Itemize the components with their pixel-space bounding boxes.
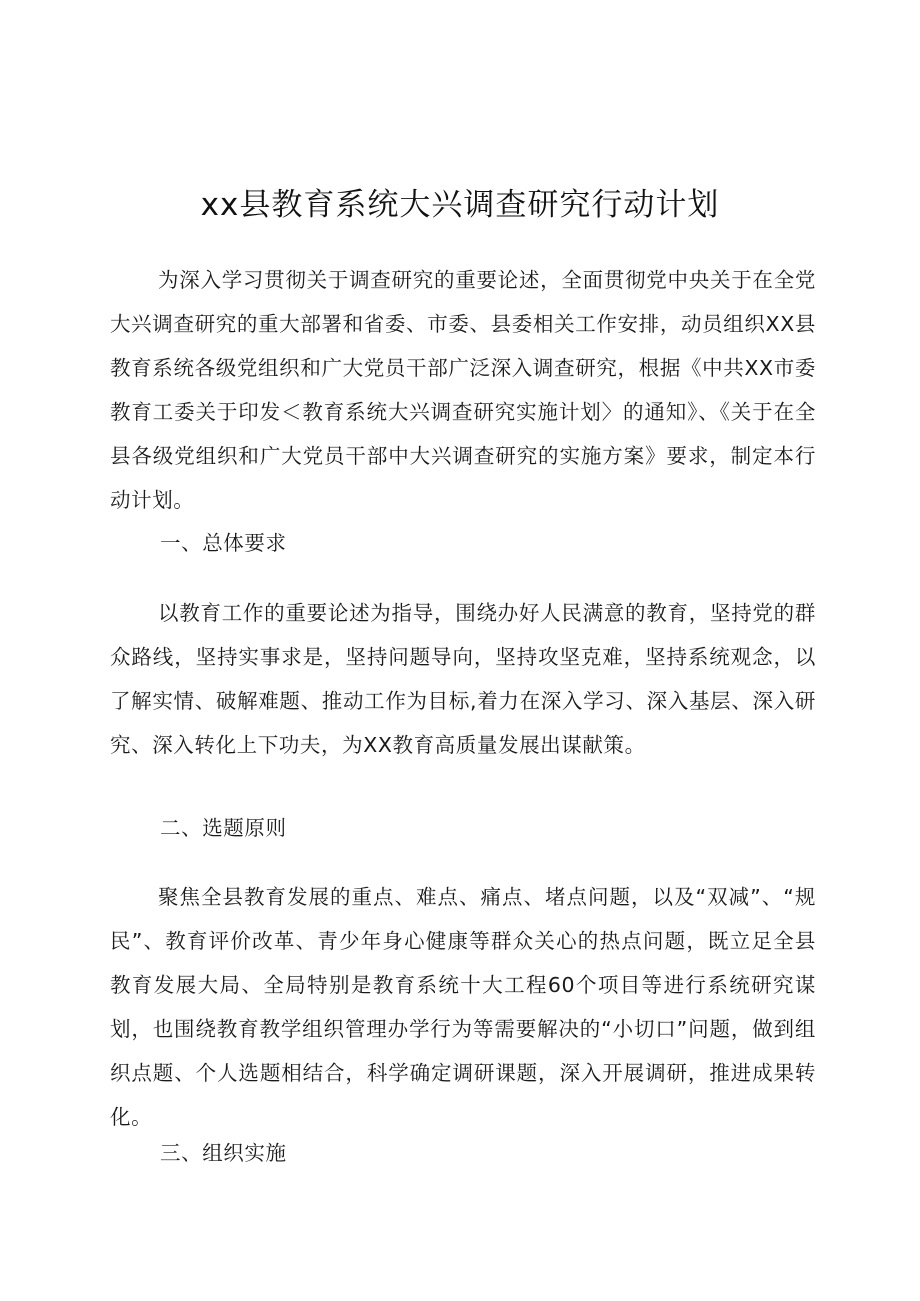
- section-body-topic-principles: 聚焦全县教育发展的重点、难点、痛点、堵点问题，以及“双减”、“规民”、教育评价改革、青少年身心健康等群众关心的热点问题，既立足全县教育发展大局、全局特别是教育系统十大工程60个项目等进行系统研究谋划，也围绕教育教学组织管理办学行为等需要解决的“小切口”问题，做到组织点题、个人选题相结合，科学确定调研课题，深入开展调研，推进成果转化。: [110, 885, 816, 1129]
- document-title: xx县教育系统大兴调查研究行动计划: [200, 187, 720, 223]
- section-heading-topic-principles: 二、选题原则: [160, 816, 287, 840]
- section-body-general-requirements: 以教育工作的重要论述为指导，围绕办好人民满意的教育，坚持党的群众路线，坚持实事求是，坚持问题导向，坚持攻坚克难，坚持系统观念，以了解实情、破解难题、推动工作为目标,着力在深入学习、深入基层、深入研究、深入转化上下功夫，为XX教育高质量发展出谋献策。: [110, 601, 816, 757]
- section-heading-organization: 三、组织实施: [160, 1141, 287, 1165]
- intro-paragraph: 为深入学习贯彻关于调查研究的重要论述，全面贯彻党中央关于在全党大兴调查研究的重大部署和省委、市委、县委相关工作安排，动员组织XX县教育系统各级党组织和广大党员干部广泛深入调查研究，根据《中共XX市委教育工委关于印发＜教育系统大兴调查研究实施计划〉的通知》、《关于在全县各级党组织和广大党员干部中大兴调查研究的实施方案》要求，制定本行动计划。: [110, 268, 816, 512]
- section-heading-general-requirements: 一、总体要求: [160, 531, 287, 555]
